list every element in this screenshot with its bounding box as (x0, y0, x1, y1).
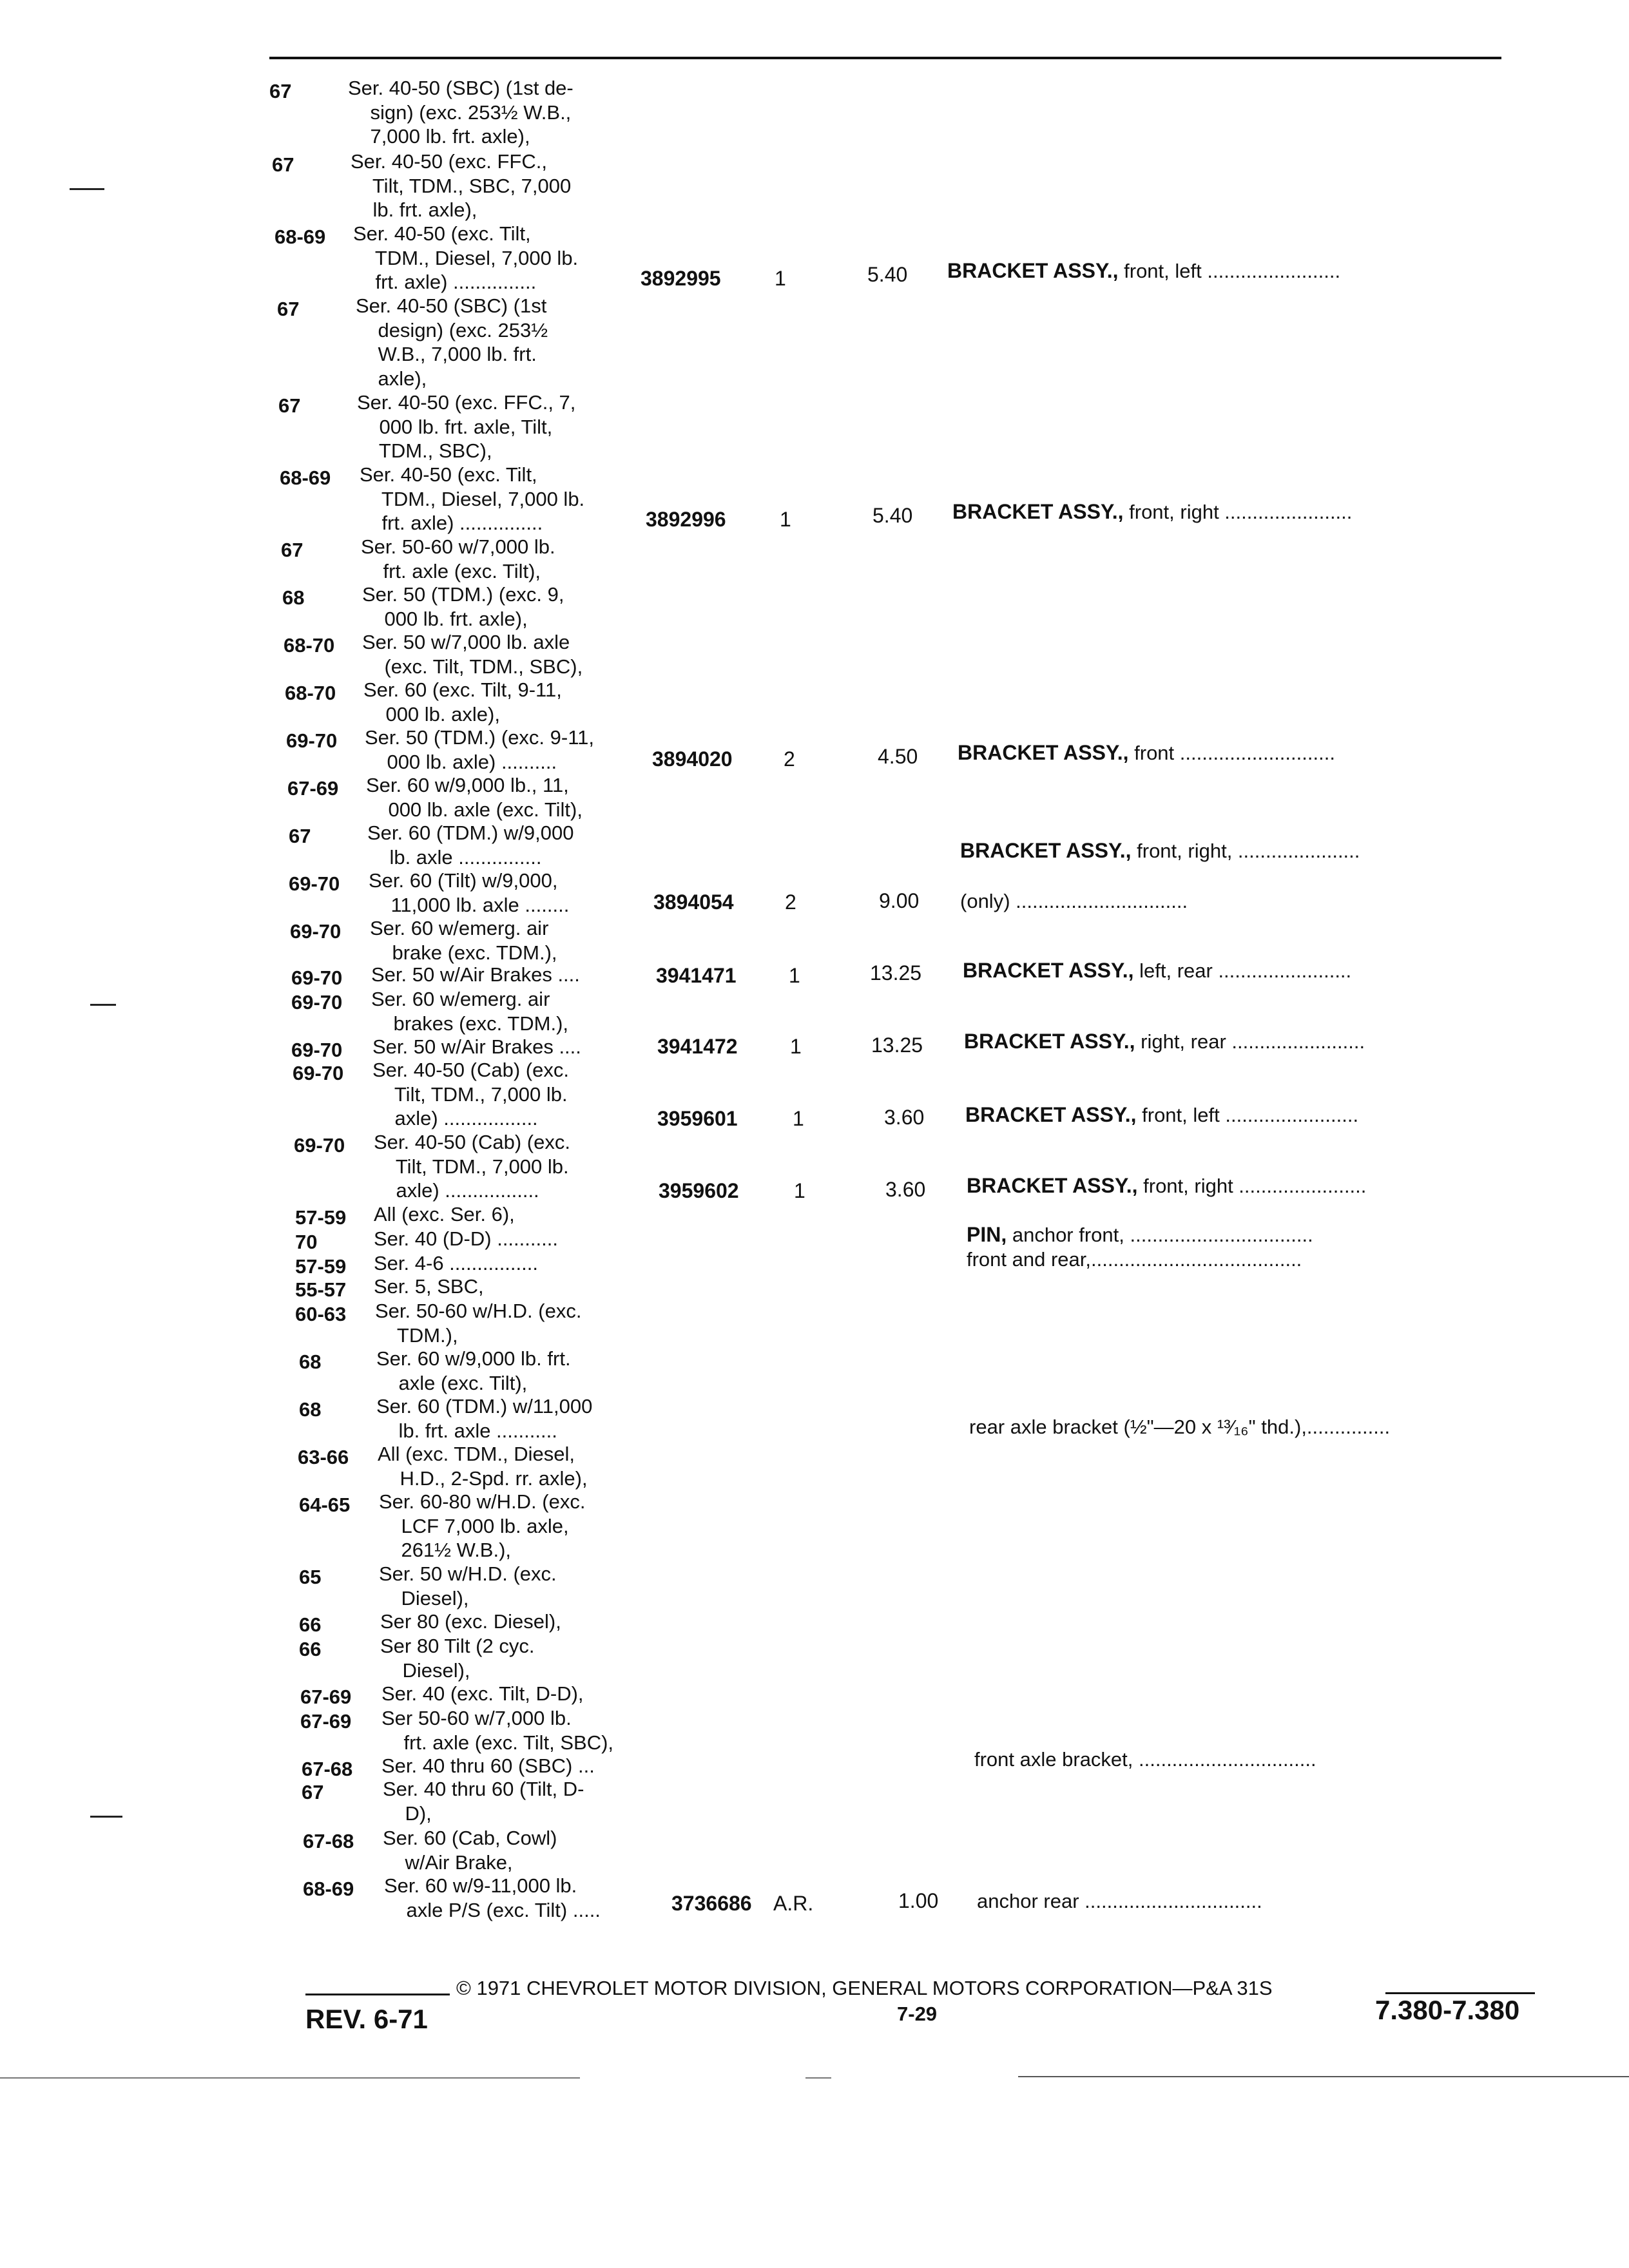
quantity: 1 (794, 1179, 805, 1202)
bottom-rule (805, 2077, 831, 2079)
model-description: Ser. 40-50 (exc. FFC., 7, 000 lb. frt. axle, Tilt, TDM., SBC), (357, 391, 576, 462)
model-year: 68-70 (284, 634, 335, 657)
model-year: 69-70 (291, 966, 343, 989)
top-rule (269, 57, 1501, 59)
part-number: 3894020 (652, 747, 733, 771)
part-name: BRACKET ASSY., front, left ........................ (947, 259, 1341, 282)
price: 13.25 (871, 1033, 923, 1057)
model-year: 57-59 (295, 1206, 347, 1229)
model-description: Ser. 60 w/emerg. air brakes (exc. TDM.), (371, 988, 569, 1035)
model-year: 67-69 (287, 777, 339, 800)
part-name: BRACKET ASSY., right, rear ........................ (964, 1030, 1365, 1053)
price: 1.00 (898, 1889, 939, 1912)
model-description: Ser. 50 w/H.D. (exc. Diesel), (379, 1562, 557, 1610)
part-name: BRACKET ASSY., front ............................ (958, 741, 1335, 764)
part-name: BRACKET ASSY., left, rear ........................ (963, 959, 1352, 982)
model-year: 69-70 (293, 1062, 344, 1084)
model-description: Ser. 50 w/Air Brakes .... (372, 1035, 581, 1058)
model-year: 67 (302, 1781, 324, 1803)
model-description: All (exc. TDM., Diesel, H.D., 2-Spd. rr. axle), (378, 1443, 588, 1490)
part-number: 3959602 (659, 1179, 739, 1202)
model-description: Ser. 4-6 ................ (374, 1252, 538, 1274)
model-description: Ser. 5, SBC, (374, 1275, 484, 1298)
margin-mark (90, 1004, 116, 1006)
model-description: Ser. 60 w/9,000 lb. frt. axle (exc. Tilt), (376, 1347, 571, 1394)
model-year: 63-66 (298, 1446, 349, 1468)
model-description: Ser. 50 w/7,000 lb. axle (exc. Tilt, TDM., SBC), (362, 631, 583, 678)
model-year: 57-59 (295, 1255, 347, 1278)
part-name: BRACKET ASSY., front, right ....................... (967, 1174, 1367, 1197)
model-year: 67 (269, 80, 292, 102)
part-name: BRACKET ASSY., front, right ....................... (952, 500, 1353, 523)
quantity: 1 (790, 1035, 802, 1058)
model-description: Ser 80 (exc. Diesel), (380, 1610, 561, 1633)
model-year: 67-68 (302, 1758, 353, 1780)
part-name: anchor rear ................................ (977, 1890, 1262, 1912)
part-number: 3736686 (671, 1892, 752, 1915)
model-description: Ser. 60 (exc. Tilt, 9-11, 000 lb. axle), (363, 678, 562, 726)
model-description: Ser. 50-60 w/H.D. (exc. TDM.), (375, 1300, 582, 1347)
model-description: Ser. 40-50 (Cab) (exc. Tilt, TDM., 7,000 lb. axle) ................. (374, 1131, 570, 1202)
price: 4.50 (878, 745, 918, 768)
model-description: Ser. 60 (TDM.) w/11,000 lb. frt. axle ........... (376, 1395, 593, 1442)
model-year: 68-70 (285, 682, 336, 704)
model-year: 64-65 (299, 1494, 351, 1516)
margin-mark (70, 188, 104, 190)
model-year: 67 (272, 153, 294, 176)
model-description: Ser. 40-50 (SBC) (1st design) (exc. 253½ W.B., 7,000 lb. frt. axle), (356, 294, 548, 390)
page-number: 7-29 (897, 2003, 938, 2025)
margin-mark (90, 1816, 122, 1818)
part-name: BRACKET ASSY., front, left ........................ (965, 1103, 1359, 1126)
model-year: 67 (278, 394, 301, 417)
footer-rule-left (305, 1994, 450, 1995)
model-description: Ser. 40-50 (exc. Tilt, TDM., Diesel, 7,000 lb. frt. axle) ............... (353, 222, 579, 293)
model-year: 66 (299, 1613, 322, 1636)
model-year: 68-69 (280, 466, 331, 489)
model-description: Ser. 40 thru 60 (SBC) ... (381, 1754, 595, 1777)
price: 5.40 (867, 263, 908, 286)
model-description: Ser. 60 w/9-11,000 lb. axle P/S (exc. Tilt) ..... (384, 1874, 601, 1921)
model-year: 67 (289, 825, 311, 847)
model-description: Ser. 50 (TDM.) (exc. 9-11, 000 lb. axle) .......... (365, 726, 595, 773)
model-year: 68-69 (275, 226, 326, 248)
model-description: Ser. 60 (Cab, Cowl) w/Air Brake, (383, 1827, 557, 1874)
model-description: Ser. 50-60 w/7,000 lb. frt. axle (exc. Tilt), (361, 535, 555, 582)
part-name: rear axle bracket (½"—20 x ¹³⁄₁₆" thd.),............... (969, 1416, 1391, 1438)
model-year: 68 (299, 1350, 322, 1373)
copyright-line: © 1971 CHEVROLET MOTOR DIVISION, GENERAL MOTORS CORPORATION—P&A 31S (456, 1977, 1273, 1999)
part-number: 3959601 (657, 1107, 738, 1130)
model-year: 65 (299, 1566, 322, 1588)
model-year: 66 (299, 1638, 322, 1660)
price: 3.60 (885, 1178, 926, 1201)
model-year: 70 (295, 1231, 318, 1253)
part-number: 3941471 (656, 964, 737, 987)
model-description: Ser. 50 w/Air Brakes .... (371, 963, 580, 986)
bottom-rule (0, 2077, 580, 2079)
quantity: 1 (780, 508, 791, 531)
part-number: 3941472 (657, 1035, 738, 1058)
model-year: 68 (282, 586, 305, 609)
model-description: Ser. 60 (Tilt) w/9,000, 11,000 lb. axle ........ (369, 869, 570, 916)
model-year: 69-70 (294, 1134, 345, 1157)
model-description: Ser. 40-50 (exc. FFC., Tilt, TDM., SBC, 7,000 lb. frt. axle), (351, 150, 572, 221)
model-description: Ser. 60-80 w/H.D. (exc. LCF 7,000 lb. axle, 261½ W.B.), (379, 1490, 586, 1561)
quantity: 1 (789, 964, 800, 987)
part-name: (only) ............................... (960, 890, 1188, 912)
model-year: 67-69 (300, 1686, 352, 1708)
bottom-rule (1018, 2076, 1629, 2077)
footer-rule-right (1385, 1992, 1535, 1994)
price: 13.25 (870, 961, 922, 985)
model-description: Ser. 40 (exc. Tilt, D-D), (381, 1682, 584, 1705)
price: 5.40 (872, 504, 913, 527)
model-description: Ser 50-60 w/7,000 lb. frt. axle (exc. Tilt, SBC), (381, 1707, 614, 1754)
model-year: 67 (281, 539, 304, 561)
quantity: A.R. (773, 1892, 814, 1915)
model-description: Ser. 60 w/emerg. air brake (exc. TDM.), (370, 917, 557, 964)
part-name: BRACKET ASSY., front, right, ...................... (960, 839, 1360, 862)
model-description: Ser. 50 (TDM.) (exc. 9, 000 lb. frt. axle), (362, 583, 564, 630)
quantity: 1 (775, 267, 786, 290)
revision-label: REV. 6-71 (305, 2004, 428, 2034)
model-description: Ser. 40 thru 60 (Tilt, D- D), (383, 1778, 584, 1825)
price: 3.60 (884, 1106, 925, 1129)
model-year: 68-69 (303, 1878, 354, 1900)
model-year: 69-70 (291, 991, 343, 1014)
model-description: Ser. 60 w/9,000 lb., 11, 000 lb. axle (exc. Tilt), (366, 774, 583, 821)
model-description: Ser. 40-50 (exc. Tilt, TDM., Diesel, 7,000 lb. frt. axle) ............... (360, 463, 585, 534)
model-year: 69-70 (291, 1039, 343, 1061)
part-name: front and rear,...................................... (967, 1248, 1302, 1271)
model-year: 60-63 (295, 1303, 347, 1325)
model-year: 67-69 (300, 1710, 352, 1733)
model-description: All (exc. Ser. 6), (374, 1203, 515, 1225)
part-number: 3892995 (641, 267, 721, 290)
group-number: 7.380-7.380 (1375, 1995, 1520, 2025)
model-description: Ser. 40-50 (Cab) (exc. Tilt, TDM., 7,000 lb. axle) ................. (372, 1059, 569, 1129)
model-year: 55-57 (295, 1278, 347, 1301)
price: 9.00 (879, 889, 920, 912)
quantity: 2 (785, 890, 796, 914)
quantity: 1 (793, 1107, 804, 1130)
model-description: Ser 80 Tilt (2 cyc. Diesel), (380, 1635, 535, 1682)
model-description: Ser. 60 (TDM.) w/9,000 lb. axle ............... (367, 822, 574, 869)
model-year: 69-70 (289, 872, 340, 895)
model-year: 69-70 (286, 729, 338, 752)
part-name: front axle bracket, ................................ (974, 1748, 1316, 1771)
part-number: 3894054 (653, 890, 734, 914)
quantity: 2 (784, 747, 795, 771)
model-year: 67 (277, 298, 300, 320)
part-name: PIN, anchor front, ................................. (967, 1223, 1313, 1246)
part-number: 3892996 (646, 508, 726, 531)
model-year: 68 (299, 1398, 322, 1421)
model-description: Ser. 40-50 (SBC) (1st de- sign) (exc. 253½ W.B., 7,000 lb. frt. axle), (348, 77, 574, 148)
model-year: 69-70 (290, 920, 342, 943)
model-year: 67-68 (303, 1830, 354, 1852)
model-description: Ser. 40 (D-D) ........... (374, 1227, 558, 1250)
